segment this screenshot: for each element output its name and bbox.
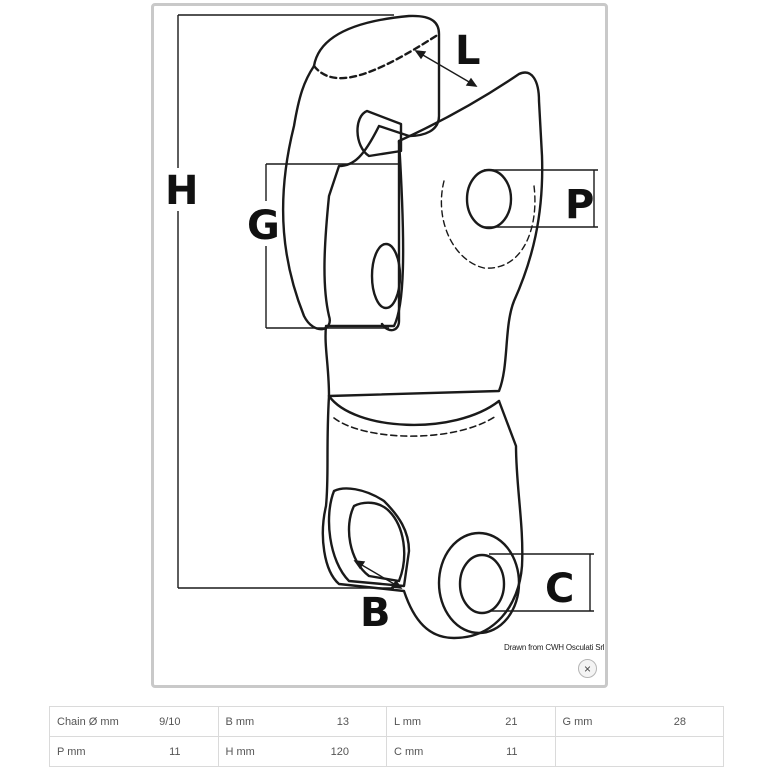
upper-back-jaw <box>283 16 439 329</box>
table-row <box>50 707 724 737</box>
spec-label: B mm <box>225 715 255 728</box>
label-h: H <box>165 168 199 214</box>
eye-c <box>460 555 504 613</box>
spec-label: Chain Ø mm <box>57 715 119 728</box>
spec-value: 11 <box>169 745 181 758</box>
spec-value: 13 <box>336 715 349 728</box>
spec-cell <box>50 707 219 737</box>
spec-cell <box>387 707 556 737</box>
label-c: C <box>545 566 575 612</box>
upper-pin <box>357 111 401 156</box>
lightbox <box>151 3 608 688</box>
spec-cell <box>218 737 387 767</box>
spec-label: H mm <box>225 745 255 758</box>
image-credit: Drawn from CWH Osculati Srl <box>504 643 605 652</box>
table-row <box>50 737 724 767</box>
specs-table <box>49 706 724 767</box>
spec-label: L mm <box>394 715 422 728</box>
spec-cell <box>50 737 219 767</box>
spec-value: 11 <box>506 745 518 758</box>
label-l: L <box>455 28 481 74</box>
spec-label: C mm <box>394 745 424 758</box>
close-icon[interactable]: × <box>578 659 597 678</box>
spec-value: 28 <box>673 715 686 728</box>
spec-value: 21 <box>505 715 518 728</box>
spec-value: 9/10 <box>159 715 181 728</box>
label-g: G <box>247 203 280 249</box>
spec-label: G mm <box>562 715 593 728</box>
spec-cell <box>387 737 556 767</box>
spec-label: P mm <box>57 745 86 758</box>
spec-cell <box>218 707 387 737</box>
swivel-drawing <box>154 6 605 685</box>
label-b: B <box>360 590 391 636</box>
eye-p <box>467 170 511 228</box>
label-p: P <box>565 182 595 228</box>
spec-value: 120 <box>330 745 349 758</box>
spec-cell <box>555 707 724 737</box>
spec-cell <box>555 737 724 767</box>
lower-body <box>323 396 522 638</box>
